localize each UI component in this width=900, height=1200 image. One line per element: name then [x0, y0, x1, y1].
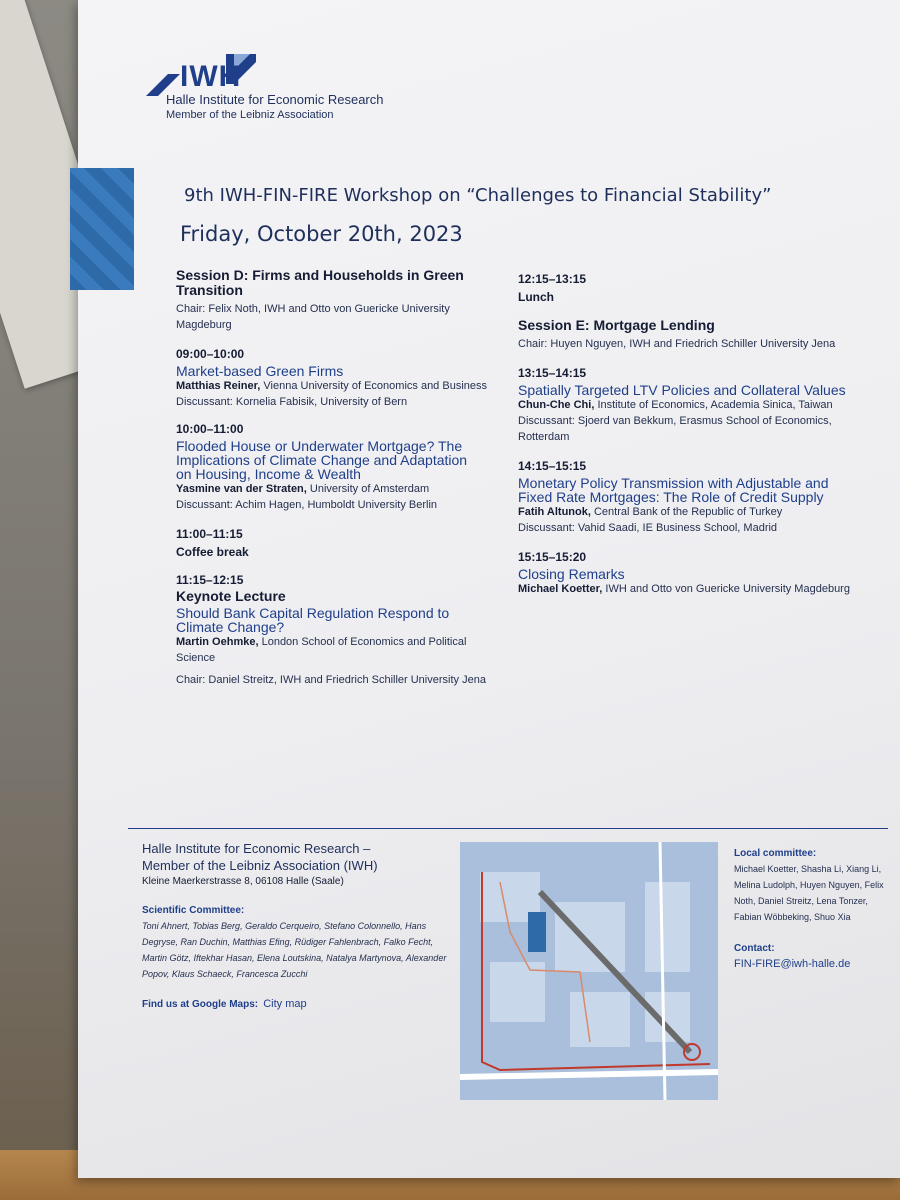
session-d-chair: Chair: Felix Noth, IWH and Otto von Guericke University Magdeburg [176, 303, 450, 331]
institute-name: Halle Institute for Economic Research [166, 92, 384, 107]
talk1-title: Market-based Green Firms [176, 363, 344, 379]
city-map-link[interactable]: City map [263, 998, 307, 1010]
footer-left [142, 840, 452, 1011]
closing-title: Closing Remarks [518, 566, 625, 582]
maps-label: Find us at Google Maps: [142, 999, 259, 1010]
talk1-speaker: Matthias Reiner, Vienna University of Economics and Business [176, 380, 487, 392]
talk3-speaker: Chun-Che Chi, Institute of Economics, Academia Sinica, Taiwan [518, 399, 833, 411]
city-map-graphic [460, 842, 718, 1100]
coffee-label: Coffee break [176, 545, 249, 559]
workshop-date: Friday, October 20th, 2023 [180, 222, 463, 246]
talk3-discussant: Discussant: Sjoerd van Bekkum, Erasmus School of Economics, Rotterdam [518, 415, 832, 443]
keynote-title: Should Bank Capital Regulation Respond to Climate Change? [176, 605, 450, 635]
talk1-time: 09:00–10:00 [176, 347, 245, 361]
program-sheet [78, 0, 900, 1178]
keynote-chair: Chair: Daniel Streitz, IWH and Friedrich Schiller University Jena [176, 674, 486, 686]
session-e-title: Session E: Mortgage Lending [518, 317, 715, 333]
institute-membership: Member of the Leibniz Association [166, 109, 334, 121]
scientific-committee-members: Toni Ahnert, Tobias Berg, Geraldo Cerqueiro, Stefano Colonnello, Hans Degryse, Ran Duchin, Matthias Efing, Rüdiger Fahlenbrach, Falko Fecht, Martin Götz, Iftekhar Hasan, Elena Loutskina, Natalya Martynova, Alexander Popov, Klaus Schaeck, Francesca Zucchi [142, 921, 447, 979]
scientific-committee-heading: Scientific Committee: [142, 905, 245, 916]
closing-speaker: Michael Koetter, IWH and Otto von Guericke University Magdeburg [518, 583, 850, 595]
session-d-title: Session D: Firms and Households in Green Transition [176, 267, 464, 298]
closing-time: 15:15–15:20 [518, 550, 587, 564]
coffee-time: 11:00–11:15 [176, 527, 243, 541]
talk4-time: 14:15–15:15 [518, 459, 587, 473]
talk2-time: 10:00–11:00 [176, 422, 244, 436]
footer-address: Kleine Maerkerstrasse 8, 06108 Halle (Saale) [142, 876, 344, 887]
lunch-time: 12:15–13:15 [518, 272, 587, 286]
maps-line [142, 992, 452, 1011]
local-committee-members: Michael Koetter, Shasha Li, Xiang Li, Melina Ludolph, Huyen Nguyen, Felix Noth, Daniel Streitz, Lena Tonzer, Fabian Wöbbeking, Shuo Xia [734, 864, 884, 922]
talk2-title: Flooded House or Underwater Mortgage? The Implications of Climate Change and Adaptation on Housing, Income & Wealth [176, 438, 468, 482]
left-column [176, 268, 496, 688]
talk2-speaker: Yasmine van der Straten, University of Amsterdam [176, 483, 430, 495]
right-column [518, 272, 853, 597]
contact-email-link[interactable]: FIN-FIRE@iwh-halle.de [734, 958, 851, 970]
contact-heading: Contact: [734, 943, 775, 954]
talk4-speaker: Fatih Altunok, Central Bank of the Republic of Turkey [518, 506, 783, 518]
logo-wordmark: IWH [180, 60, 242, 93]
footer-institute-line1: Halle Institute for Economic Research – [142, 841, 371, 856]
talk3-time: 13:15–14:15 [518, 366, 587, 380]
keynote-label: Keynote Lecture [176, 588, 286, 604]
local-committee-heading: Local committee: [734, 848, 817, 859]
talk4-title: Monetary Policy Transmission with Adjustable and Fixed Rate Mortgages: The Role of Credit Supply [518, 475, 829, 505]
footer-right [734, 848, 884, 970]
workshop-title: 9th IWH-FIN-FIRE Workshop on “Challenges to Financial Stability” [184, 185, 772, 206]
talk2-discussant: Discussant: Achim Hagen, Humboldt University Berlin [176, 499, 438, 511]
city-map [460, 842, 718, 1100]
talk1-discussant: Discussant: Kornelia Fabisik, University of Bern [176, 396, 408, 408]
lunch-label: Lunch [518, 290, 554, 304]
footer-institute-line2: Member of the Leibniz Association (IWH) [142, 858, 378, 873]
keynote-speaker: Martin Oehmke, London School of Economics and Political Science [176, 636, 467, 664]
talk3-title: Spatially Targeted LTV Policies and Collateral Values [518, 382, 846, 398]
talk4-discussant: Discussant: Vahid Saadi, IE Business School, Madrid [518, 522, 778, 534]
session-e-chair: Chair: Huyen Nguyen, IWH and Friedrich Schiller University Jena [518, 338, 836, 350]
keynote-time: 11:15–12:15 [176, 573, 244, 587]
decorative-pattern [70, 168, 134, 290]
footer-divider [128, 828, 888, 829]
